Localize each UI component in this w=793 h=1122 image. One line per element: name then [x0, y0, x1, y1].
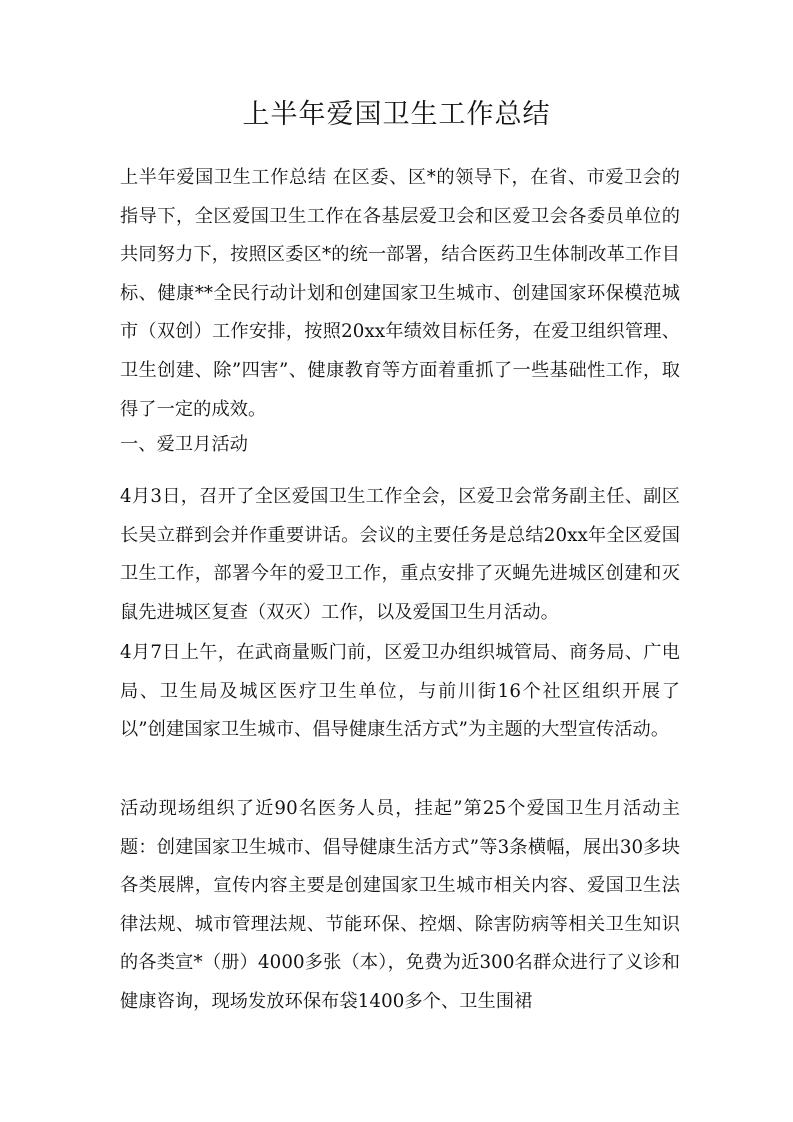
intro-paragraph: 上半年爱国卫生工作总结 在区委、区*的领导下，在省、市爱卫会的指导下，全区爱国卫生工作在各基层爱卫会和区爱卫会各委员单位的共同努力下，按照区委区*的统一部署，结合医药卫生体制改革工作目标、健康**全民行动计划和创建国家卫生城市、创建国家环保模范城市（双创）工作安排，按照20xx年绩效目标任务，在爱卫组织管理、卫生创建、除”四害”、健康教育等方面着重抓了一些基础性工作，取得了一定的成效。: [120, 167, 680, 420]
document-title: 上半年爱国卫生工作总结: [242, 99, 551, 130]
paragraph-april-7: 4月7日上午，在武商量贩门前，区爱卫办组织城管局、商务局、广电局、卫生局及城区医疗卫生单位，与前川街16个社区组织开展了以”创建国家卫生城市、倡导健康生活方式”为主题的大型宣传活动。: [120, 642, 680, 741]
paragraph-activity: 活动现场组织了近90名医务人员，挂起”第25个爱国卫生月活动主题：创建国家卫生城市、倡导健康生活方式”等3条横幅，展出30多块各类展牌，宣传内容主要是创建国家卫生城市相关内容、爱国卫生法律法规、城市管理法规、节能环保、控烟、除害防病等相关卫生知识的各类宣*（册）4000多张（本），免费为近300名群众进行了义诊和健康咨询，现场发放环保布袋1400多个、卫生围裙: [120, 798, 680, 1012]
paragraph-april-3: 4月3日，召开了全区爱国卫生工作全会，区爱卫会常务副主任、副区长吴立群到会并作重要讲话。会议的主要任务是总结20xx年全区爱国卫生工作，部署今年的爱卫工作，重点安排了灭蝇先进城区创建和灭鼠先进城区复查（双灭）工作，以及爱国卫生月活动。: [120, 486, 680, 623]
section-heading: 一、爱卫月活动: [120, 434, 249, 455]
